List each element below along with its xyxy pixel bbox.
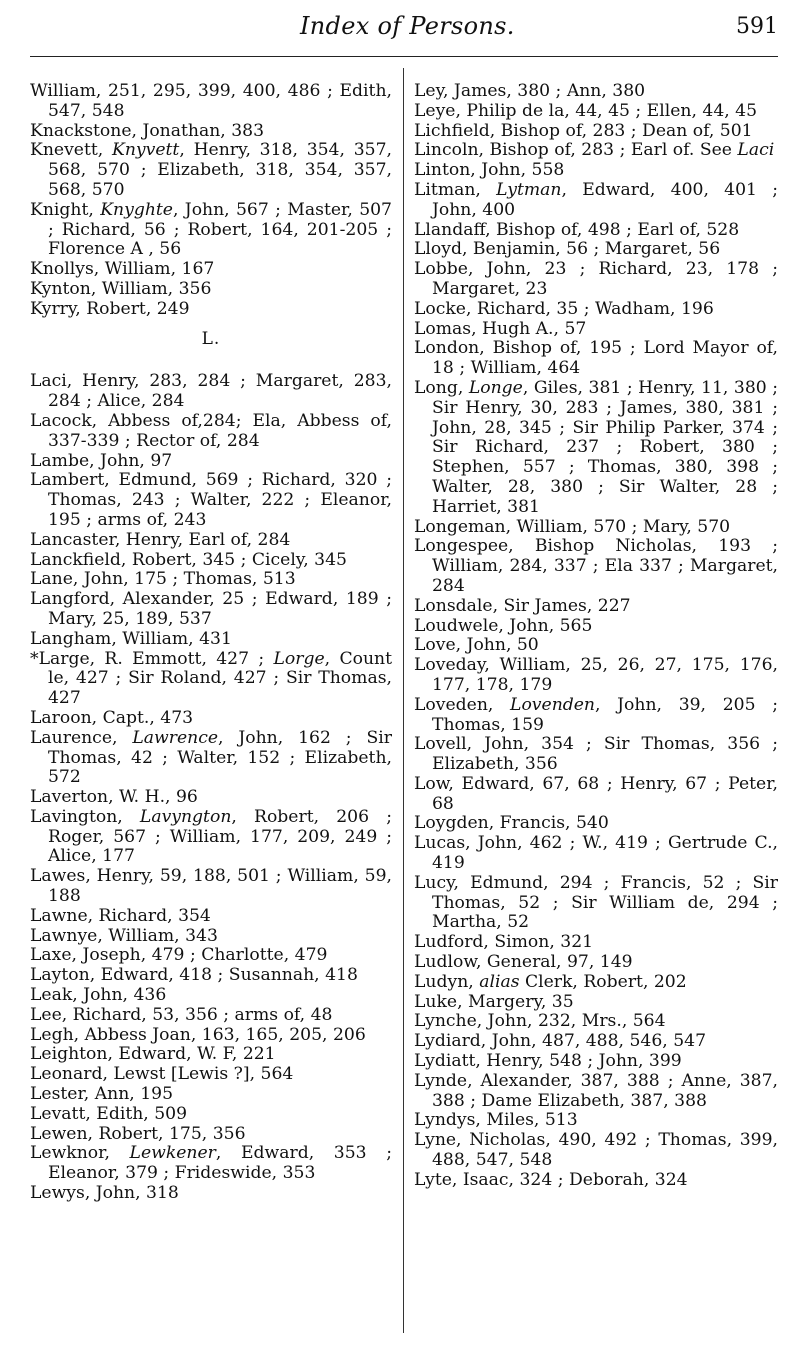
page-number: 591 bbox=[736, 14, 778, 39]
index-entry: Luke, Margery, 35 bbox=[414, 991, 574, 1012]
entry-group-k bbox=[30, 82, 392, 320]
index-entry: Lucas, John, 462 ; W., 419 ; Gertrude C., 419 bbox=[414, 833, 778, 874]
index-entry: Lester, Ann, 195 bbox=[30, 1084, 174, 1105]
index-entry: Ludford, Simon, 321 bbox=[414, 932, 594, 953]
index-entry: Long, Longe, Giles, 381 ; Henry, 11, 380 ; Sir Henry, 30, 283 ; James, 380, 381 ; John, 28, 345 ; Sir Philip Parker, 374 ; Sir Richard, 237 ; Robert, 380 ; Stephen, 557 ; Thomas, 380, 398 ; Walter, 28, 380 ; Sir Walter, 28 ; Harriet, 381 bbox=[414, 377, 779, 517]
index-entry: Linton, John, 558 bbox=[414, 160, 565, 181]
index-entry: Levatt, Edith, 509 bbox=[30, 1103, 188, 1124]
index-entry: Loygden, Francis, 540 bbox=[414, 813, 609, 834]
index-entry: Love, John, 50 bbox=[414, 635, 539, 656]
column-divider bbox=[403, 68, 404, 1333]
index-entry: Longespee, Bishop Nicholas, 193 ; William, 284, 337 ; Ela 337 ; Margaret, 284 bbox=[414, 536, 778, 596]
page-header bbox=[0, 0, 800, 60]
index-entry: Leak, John, 436 bbox=[30, 985, 167, 1006]
index-entry: Longeman, William, 570 ; Mary, 570 bbox=[414, 516, 731, 537]
index-entry: Lichfield, Bishop of, 283 ; Dean of, 501 bbox=[414, 120, 753, 141]
index-column-left bbox=[30, 82, 392, 1204]
index-entry: Knight, Knyghte, John, 567 ; Master, 507 ; Richard, 56 ; Robert, 164, 201-205 ; Florence A , 56 bbox=[30, 199, 392, 260]
header-rule bbox=[30, 56, 778, 57]
index-entry: Lucy, Edmund, 294 ; Francis, 52 ; Sir Thomas, 52 ; Sir William de, 294 ; Martha, 52 bbox=[414, 872, 778, 933]
index-entry: Lavington, Lavyngton, Robert, 206 ; Roger, 567 ; William, 177, 209, 249 ; Alice, 177 bbox=[30, 806, 392, 867]
index-entry: Knevett, Knyvett, Henry, 318, 354, 357, 568, 570 ; Elizabeth, 318, 354, 357, 568, 570 bbox=[30, 140, 392, 200]
index-entry: Llandaff, Bishop of, 498 ; Earl of, 528 bbox=[414, 219, 740, 240]
section-letter: L. bbox=[201, 328, 221, 349]
index-entry: Lewknor, Lewkener, Edward, 353 ; Eleanor, 379 ; Frideswide, 353 bbox=[30, 1143, 392, 1184]
index-entry: Lynche, John, 232, Mrs., 564 bbox=[414, 1011, 666, 1032]
index-entry: Leonard, Lewst [Lewis ?], 564 bbox=[30, 1064, 294, 1085]
index-entry: Lawne, Richard, 354 bbox=[30, 905, 211, 926]
index-entry: Lloyd, Benjamin, 56 ; Margaret, 56 bbox=[414, 239, 721, 260]
index-entry: Lincoln, Bishop of, 283 ; Earl of. See Laci bbox=[414, 140, 775, 161]
index-entry: *Large, R. Emmott, 427 ; Lorge, Count le, 427 ; Sir Roland, 427 ; Sir Thomas, 427 bbox=[30, 648, 392, 709]
index-entry: Laci, Henry, 283, 284 ; Margaret, 283, 284 ; Alice, 284 bbox=[30, 371, 392, 412]
index-entry: Ludlow, General, 97, 149 bbox=[414, 952, 633, 973]
index-entry: Langham, William, 431 bbox=[30, 628, 232, 649]
index-entry: Laroon, Capt., 473 bbox=[30, 707, 194, 728]
index-entry: Lane, John, 175 ; Thomas, 513 bbox=[30, 569, 296, 590]
index-entry: William, 251, 295, 399, 400, 486 ; Edith, 547, 548 bbox=[30, 81, 392, 121]
index-entry: Lanckfield, Robert, 345 ; Cicely, 345 bbox=[30, 549, 347, 570]
index-entry: Ley, James, 380 ; Ann, 380 bbox=[414, 81, 646, 101]
index-entry: Lydiatt, Henry, 548 ; John, 399 bbox=[414, 1051, 682, 1072]
index-entry: Knollys, William, 167 bbox=[30, 259, 215, 280]
index-entry: Laurence, Lawrence, John, 162 ; Sir Thomas, 42 ; Walter, 152 ; Elizabeth, 572 bbox=[30, 727, 392, 788]
index-column-right bbox=[414, 82, 778, 1191]
index-entry: Lovell, John, 354 ; Sir Thomas, 356 ; Elizabeth, 356 bbox=[414, 734, 778, 775]
index-entry: Leye, Philip de la, 44, 45 ; Ellen, 44, 45 bbox=[414, 100, 758, 121]
index-entry: Knackstone, Jonathan, 383 bbox=[30, 120, 265, 141]
index-entry: Lewen, Robert, 175, 356 bbox=[30, 1123, 246, 1144]
index-entry: Laverton, W. H., 96 bbox=[30, 787, 198, 808]
index-entry: Lydiard, John, 487, 488, 546, 547 bbox=[414, 1031, 707, 1052]
index-entry: Lyndys, Miles, 513 bbox=[414, 1110, 578, 1131]
entry-group-l bbox=[30, 372, 392, 1203]
entry-group-l-continued bbox=[414, 82, 778, 1191]
index-entry: Lyne, Nicholas, 490, 492 ; Thomas, 399, 488, 547, 548 bbox=[414, 1130, 778, 1171]
index-entry: Lynde, Alexander, 387, 388 ; Anne, 387, 388 ; Dame Elizabeth, 387, 388 bbox=[414, 1070, 778, 1111]
index-entry: Lewys, John, 318 bbox=[30, 1183, 179, 1204]
index-entry: Ludyn, alias Clerk, Robert, 202 bbox=[414, 971, 687, 992]
index-entry: Lomas, Hugh A., 57 bbox=[414, 318, 587, 339]
index-entry: Low, Edward, 67, 68 ; Henry, 67 ; Peter, 68 bbox=[414, 773, 778, 814]
index-entry: Langford, Alexander, 25 ; Edward, 189 ; Mary, 25, 189, 537 bbox=[30, 589, 392, 629]
index-entry: Leighton, Edward, W. F, 221 bbox=[30, 1044, 276, 1065]
index-entry: Lambert, Edmund, 569 ; Richard, 320 ; Thomas, 243 ; Walter, 222 ; Eleanor, 195 ; arms of, 243 bbox=[30, 470, 392, 530]
index-entry: Legh, Abbess Joan, 163, 165, 205, 206 bbox=[30, 1024, 366, 1045]
index-entry: Laxe, Joseph, 479 ; Charlotte, 479 bbox=[30, 945, 328, 966]
index-entry: Loveden, Lovenden, John, 39, 205 ; Thomas, 159 bbox=[414, 694, 778, 735]
index-entry: Lacock, Abbess of,284; Ela, Abbess of, 337-339 ; Rector of, 284 bbox=[30, 410, 392, 451]
index-entry: Lee, Richard, 53, 356 ; arms of, 48 bbox=[30, 1004, 333, 1025]
index-entry: London, Bishop of, 195 ; Lord Mayor of, 18 ; William, 464 bbox=[414, 338, 778, 379]
index-entry: Loveday, William, 25, 26, 27, 175, 176, 177, 178, 179 bbox=[414, 655, 778, 695]
index-entry: Lambe, John, 97 bbox=[30, 450, 173, 471]
index-entry: Lawes, Henry, 59, 188, 501 ; William, 59, 188 bbox=[30, 866, 392, 907]
index-entry: Lobbe, John, 23 ; Richard, 23, 178 ; Margaret, 23 bbox=[414, 259, 778, 299]
index-entry: Locke, Richard, 35 ; Wadham, 196 bbox=[414, 298, 714, 319]
index-entry: Layton, Edward, 418 ; Susannah, 418 bbox=[30, 965, 358, 986]
index-entry: Litman, Lytman, Edward, 400, 401 ; John, 400 bbox=[414, 179, 779, 220]
index-entry: Kyrry, Robert, 249 bbox=[30, 298, 190, 319]
index-entry: Lawnye, William, 343 bbox=[30, 925, 218, 946]
index-entry: Kynton, William, 356 bbox=[30, 278, 212, 299]
index-entry: Loudwele, John, 565 bbox=[414, 615, 593, 636]
running-title: Index of Persons. bbox=[300, 12, 515, 40]
index-entry: Lyte, Isaac, 324 ; Deborah, 324 bbox=[414, 1169, 688, 1190]
index-entry: Lonsdale, Sir James, 227 bbox=[414, 595, 631, 616]
index-entry: Lancaster, Henry, Earl of, 284 bbox=[30, 529, 291, 550]
